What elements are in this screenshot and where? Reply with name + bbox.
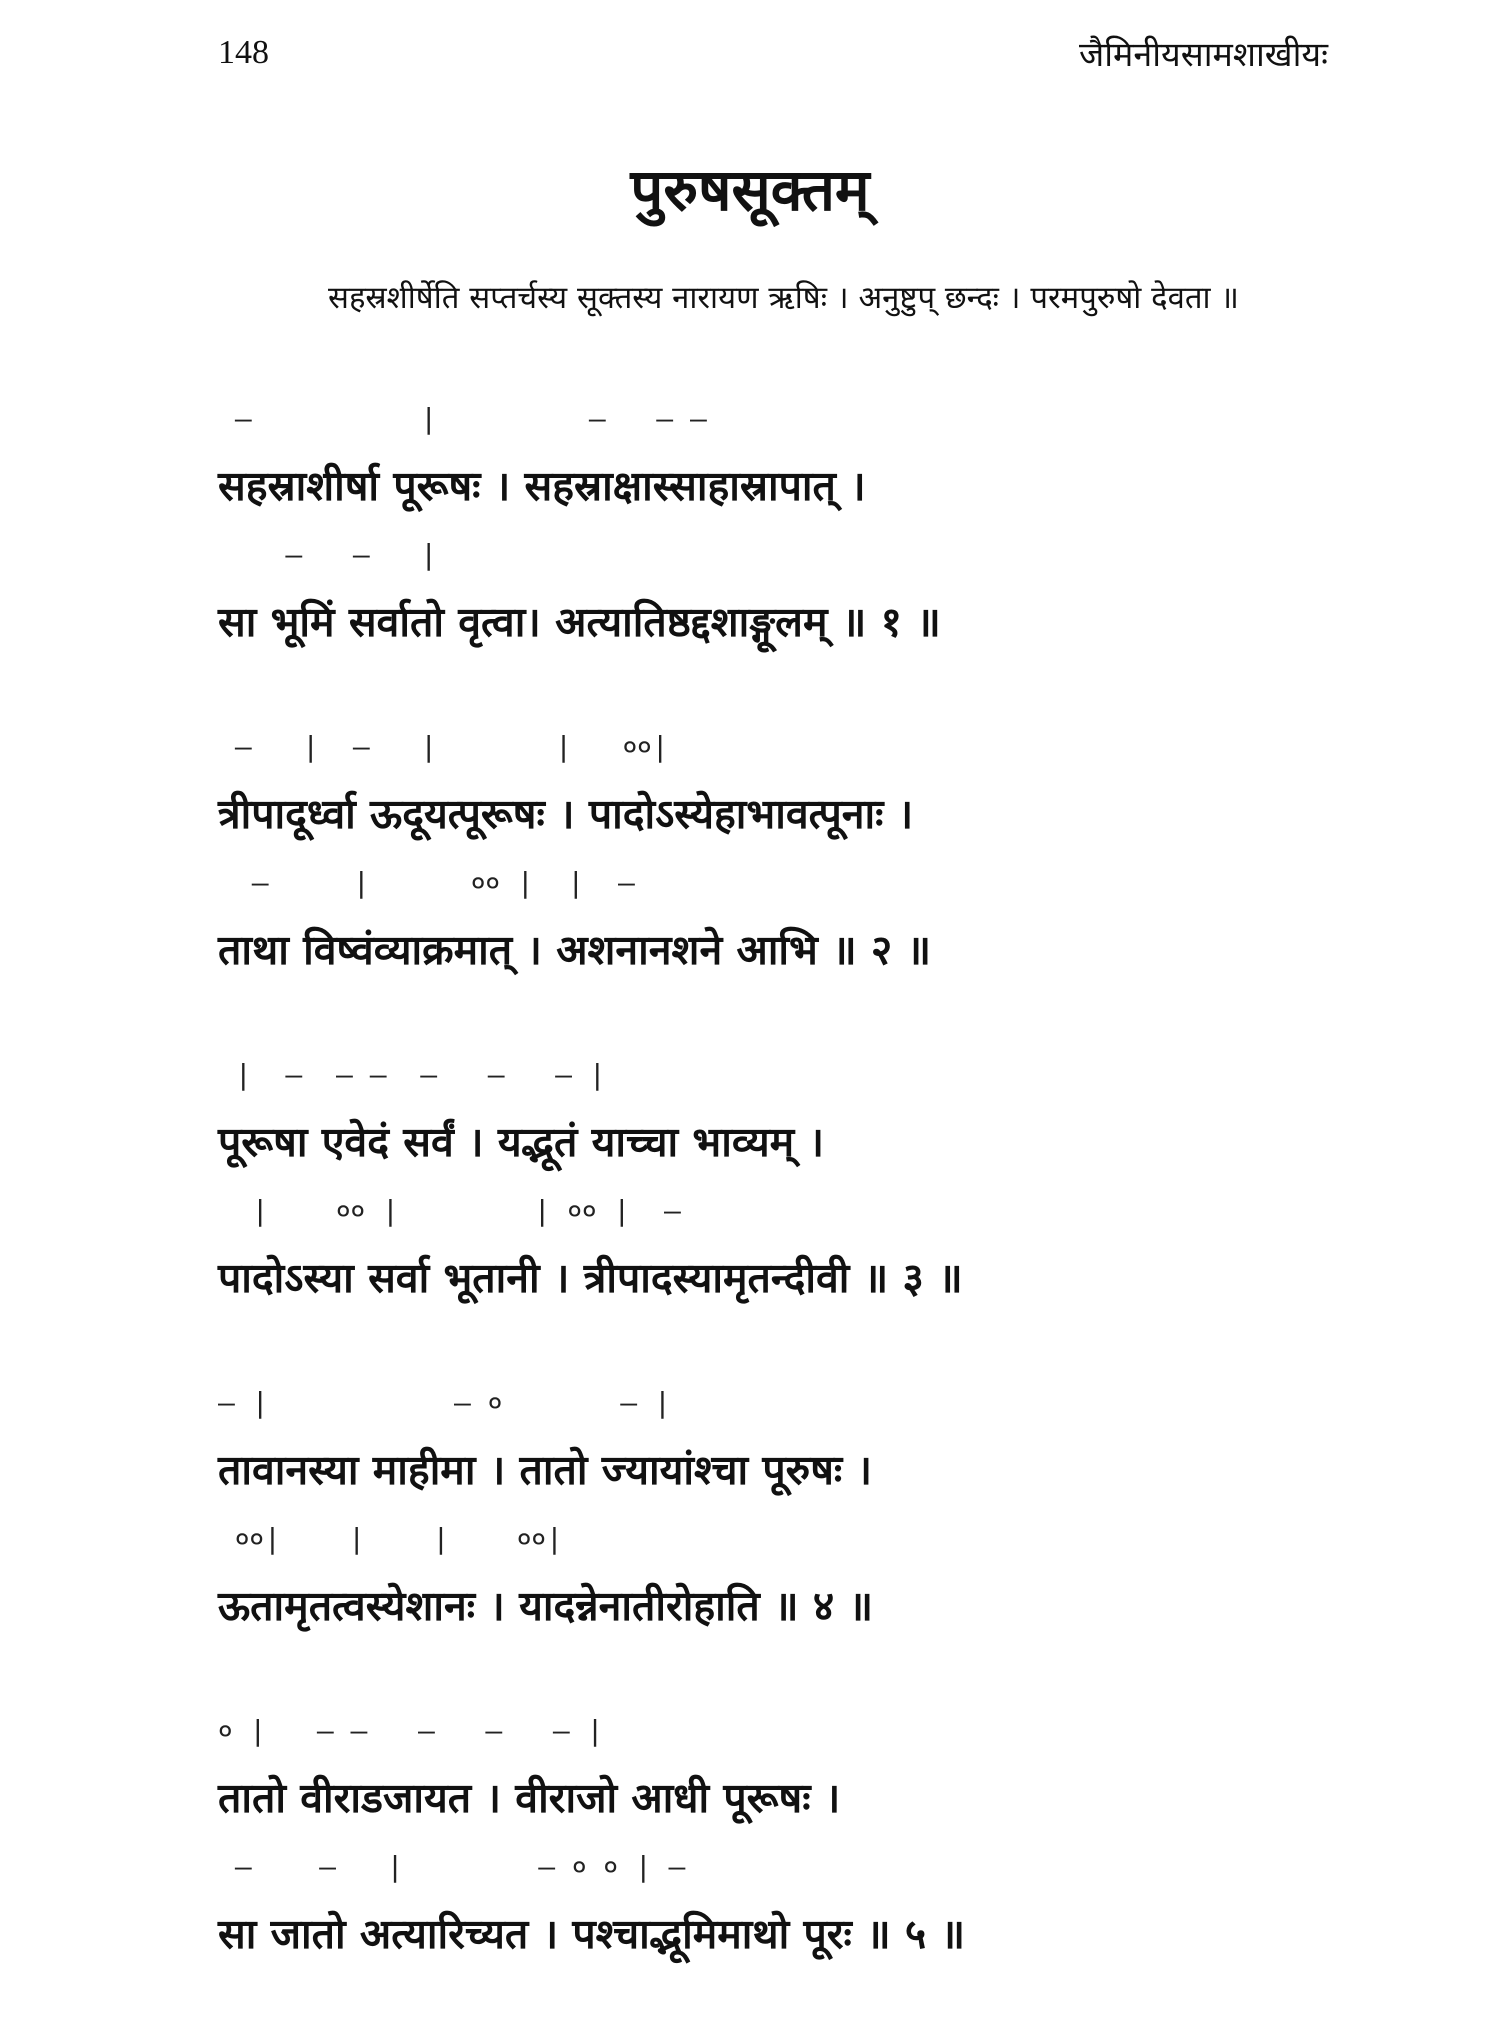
verse-line: तातो वीराडजायत । वीराजो आधी पूरूषः ।	[218, 1774, 841, 1822]
stanza-5	[218, 1707, 1298, 1977]
verse-line: सा भूमिं सर्वातो वृत्वा। अत्यातिष्ठद्दशाङ्गूलम् ॥ १ ॥	[218, 598, 941, 646]
intro-paragraph	[218, 268, 1298, 328]
running-title: जैमिनीयसामशाखीयः	[1078, 35, 1328, 75]
hymn-title: पुरुषसूक्तम्	[630, 156, 870, 224]
verse-line: पूरूषा एवेदं सर्वं । यद्भूतं याच्चा भाव्यम् ।	[218, 1118, 824, 1166]
page-number: 148	[218, 34, 269, 71]
accent-marks: – | – | | ००|	[218, 730, 669, 763]
accent-marks: – | ०० | | –	[218, 866, 635, 899]
verse-line: ऊतामृतत्वस्येशानः । यादन्नेनातीरोहाति ॥ ४ ॥	[218, 1582, 874, 1630]
verse-line: पादोऽस्या सर्वा भूतानी । त्रीपादस्यामृतन्दीवी ॥ ३ ॥	[218, 1254, 963, 1302]
accent-marks: ००| | | ००|	[218, 1522, 563, 1555]
accent-marks: – | – – –	[218, 402, 707, 435]
accent-marks: | – – – – – – |	[218, 1058, 606, 1091]
accent-marks: – – |	[218, 538, 438, 571]
verses	[218, 395, 1298, 2035]
accent-marks: – | – ० – |	[218, 1386, 671, 1419]
intro-text: सहस्रशीर्षेति सप्तर्चस्य सूक्तस्य नारायण ऋषिः । अनुष्टुप् छन्दः । परमपुरुषो देवता ॥	[328, 280, 1239, 316]
verse-line: सहस्राशीर्षा पूरूषः । सहस्राक्षास्साहास्रापात् ।	[218, 462, 866, 510]
accent-marks: | ०० | | ०० | –	[218, 1194, 681, 1227]
stanza-4	[218, 1379, 1298, 1649]
verse-line: त्रीपादूर्ध्वा ऊदूयत्पूरूषः । पादोऽस्येहाभावत्पूनाः ।	[218, 790, 914, 838]
stanza-1	[218, 395, 1298, 665]
verse-line: सा जातो अत्यारिच्यत । पश्चाद्भूमिमाथो पूरः ॥ ५ ॥	[218, 1910, 966, 1958]
verse-line: तावानस्या माहीमा । तातो ज्यायांश्चा पूरुषः ।	[218, 1446, 872, 1494]
verse-line: ताथा विष्वंव्याक्रमात् । अशनानशने आभि ॥ २ ॥	[218, 926, 932, 974]
accent-marks: ० | – – – – – |	[218, 1714, 604, 1747]
stanza-3	[218, 1051, 1298, 1321]
stanza-2	[218, 723, 1298, 993]
accent-marks: – – | – ० ० | –	[218, 1850, 686, 1883]
